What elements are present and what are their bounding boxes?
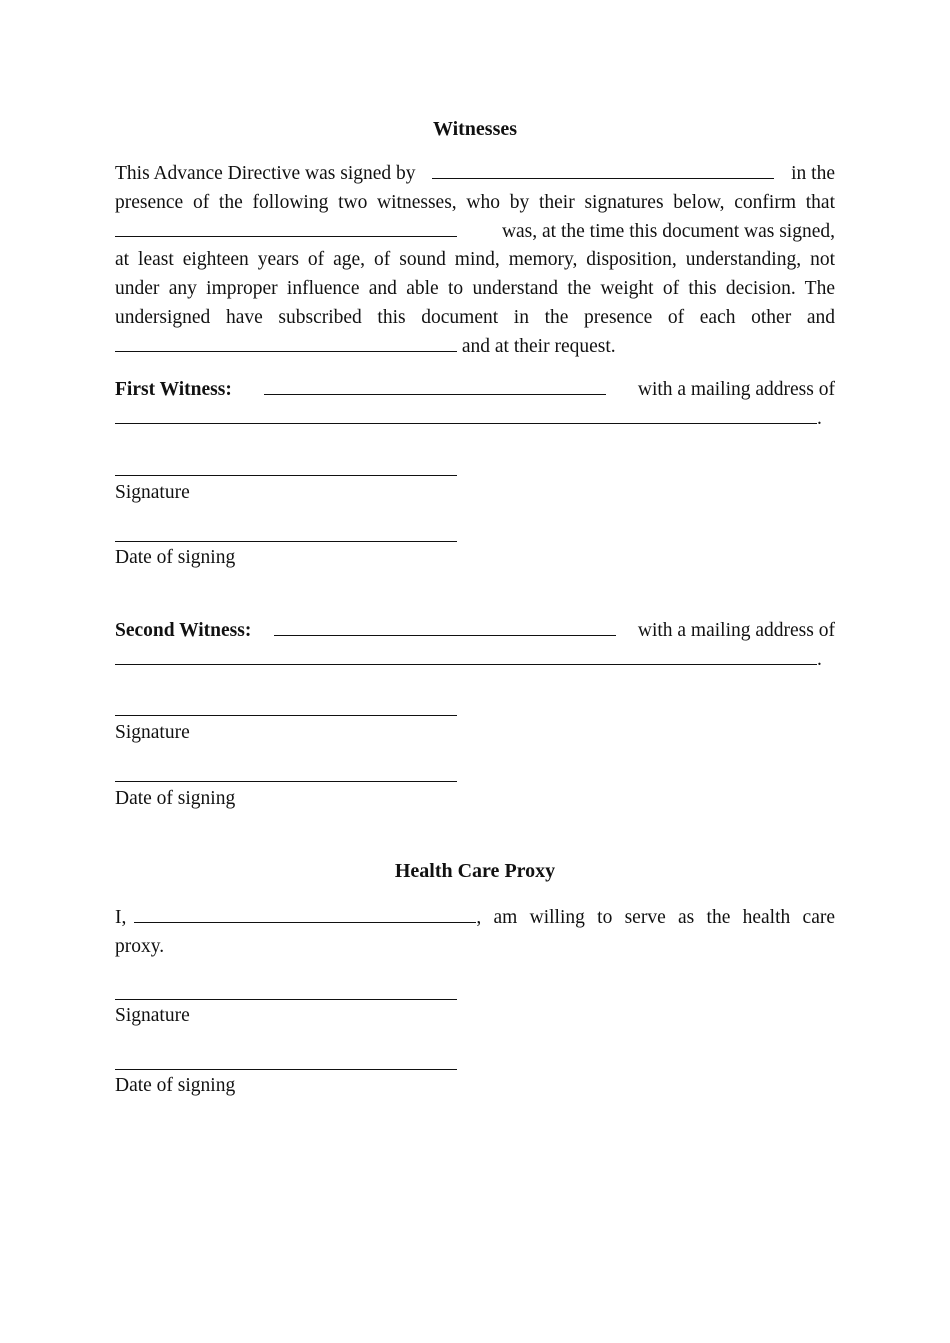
proxy-paragraph bbox=[115, 904, 835, 962]
proxy-name-blank[interactable] bbox=[134, 904, 476, 923]
signer-name-blank[interactable] bbox=[432, 160, 774, 179]
second-witness-name-blank[interactable] bbox=[274, 617, 616, 636]
proxy-heading: Health Care Proxy bbox=[394, 860, 556, 882]
proxy-signature-label: Signature bbox=[115, 1005, 190, 1026]
second-witness-date-label: Date of signing bbox=[115, 788, 236, 809]
first-witness-date-label: Date of signing bbox=[115, 547, 236, 568]
witnesses-text-5: at least eighteen years of age, of sound mind, memory, disposition, understanding, not bbox=[115, 249, 835, 271]
second-witness-label: Second Witness: bbox=[115, 620, 252, 641]
proxy-prefix: I, bbox=[115, 907, 127, 928]
first-witness-block bbox=[115, 376, 835, 434]
first-witness-mailing-text: with a mailing address of bbox=[637, 379, 835, 400]
witnesses-text-6: under any improper influence and able to understand the weight of this decision. The bbox=[115, 278, 835, 300]
proxy-date-label: Date of signing bbox=[115, 1075, 236, 1096]
witnesses-text-8: and at their request. bbox=[461, 335, 616, 357]
proxy-date-line[interactable] bbox=[115, 1069, 457, 1070]
first-witness-address-blank[interactable] bbox=[115, 405, 817, 424]
witnesses-text-7: undersigned have subscribed this document in the presence of each other and bbox=[115, 306, 835, 328]
first-witness-period: . bbox=[817, 407, 822, 429]
witnesses-heading: Witnesses bbox=[432, 118, 518, 140]
first-witness-signature-label: Signature bbox=[115, 482, 190, 503]
second-witness-address-blank[interactable] bbox=[115, 646, 817, 665]
second-witness-signature-line[interactable] bbox=[115, 715, 457, 716]
first-witness-date-line[interactable] bbox=[115, 541, 457, 542]
first-witness-name-blank[interactable] bbox=[264, 376, 606, 395]
witnesses-paragraph bbox=[115, 160, 835, 362]
principal-name-blank[interactable] bbox=[115, 218, 457, 237]
second-witness-block bbox=[115, 617, 835, 675]
witnesses-text-4: was, at the time this document was signed, bbox=[501, 220, 835, 242]
second-witness-signature-label: Signature bbox=[115, 722, 190, 743]
first-witness-signature-line[interactable] bbox=[115, 475, 457, 476]
witnesses-text-2: in the bbox=[791, 163, 835, 184]
proxy-text-2: proxy. bbox=[115, 935, 165, 957]
witnesses-text-3: presence of the following two witnesses, who by their signatures below, confirm that bbox=[115, 191, 835, 213]
proxy-text: , am willing to serve as the health care bbox=[476, 907, 835, 928]
second-witness-date-line[interactable] bbox=[115, 781, 457, 782]
witnesses-text-1: This Advance Directive was signed by bbox=[115, 163, 416, 184]
second-witness-mailing-text: with a mailing address of bbox=[637, 620, 835, 641]
first-witness-label: First Witness: bbox=[115, 379, 232, 400]
proxy-signature-line[interactable] bbox=[115, 999, 457, 1000]
request-name-blank[interactable] bbox=[115, 333, 457, 352]
second-witness-period: . bbox=[817, 648, 822, 670]
